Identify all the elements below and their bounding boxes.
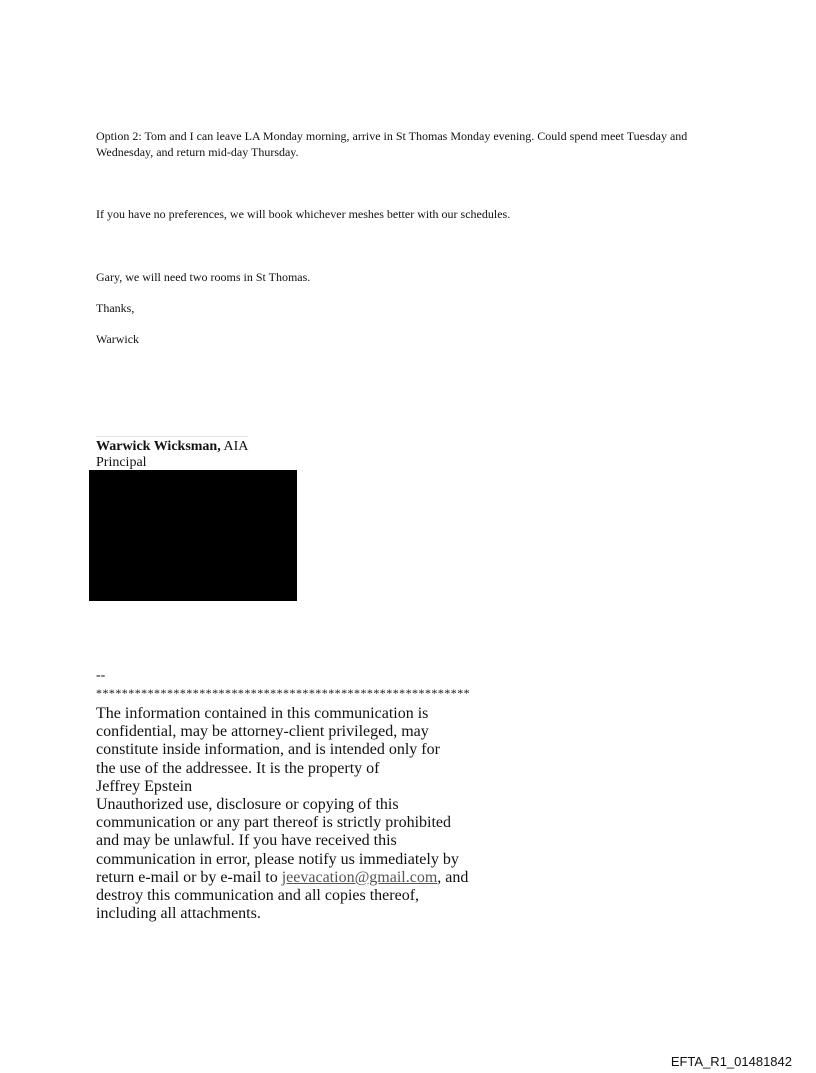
disclaimer-line: destroy this communication and all copies thereof,	[96, 887, 420, 905]
signature-credential: AIA	[220, 439, 249, 454]
option-2-paragraph: Option 2: Tom and I can leave LA Monday morning, arrive in St Thomas Monday evening. Could spend meet Tuesday and Wednesday, and return mid-day Thursday.	[96, 129, 688, 159]
thanks-line: Thanks,	[96, 301, 135, 315]
disclaimer-line: the use of the addressee. It is the property of	[96, 759, 380, 777]
disclaimer-return-line	[96, 869, 496, 887]
return-prefix: return e-mail or by e-mail to	[96, 868, 282, 886]
signature-title: Principal	[96, 455, 147, 470]
asterisk-rule: **********************************************************	[96, 686, 471, 700]
signature-separator: --	[96, 668, 106, 683]
disclaimer-line: including all attachments.	[96, 905, 261, 923]
document-id: EFTA_R1_01481842	[670, 1054, 792, 1069]
disclaimer-line: Unauthorized use, disclosure or copying of this	[96, 796, 399, 814]
disclaimer-line: The information contained in this communication is	[96, 705, 429, 722]
signature-divider	[96, 436, 248, 437]
disclaimer-line: and may be unlawful. If you have received this	[96, 832, 397, 850]
disclaimer-line: Jeffrey Epstein	[96, 777, 193, 795]
disclaimer-line: constitute inside information, and is intended only for	[96, 741, 440, 759]
redaction-block	[89, 470, 297, 601]
signature-name: Warwick Wicksman,	[96, 439, 221, 454]
confidentiality-disclaimer	[96, 705, 496, 923]
rooms-paragraph: Gary, we will need two rooms in St Thomas.	[96, 270, 311, 284]
preferences-paragraph: If you have no preferences, we will book whichever meshes better with our schedules.	[96, 207, 511, 221]
signoff-name: Warwick	[96, 332, 140, 346]
disclaimer-line: communication in error, please notify us immediately by	[96, 850, 459, 868]
disclaimer-line: confidential, may be attorney-client privileged, may	[96, 723, 429, 741]
return-suffix: , and	[437, 868, 469, 886]
email-link[interactable]: jeevacation@gmail.com	[281, 868, 438, 886]
signature-name-line	[96, 439, 248, 455]
disclaimer-line: communication or any part thereof is strictly prohibited	[96, 814, 452, 832]
